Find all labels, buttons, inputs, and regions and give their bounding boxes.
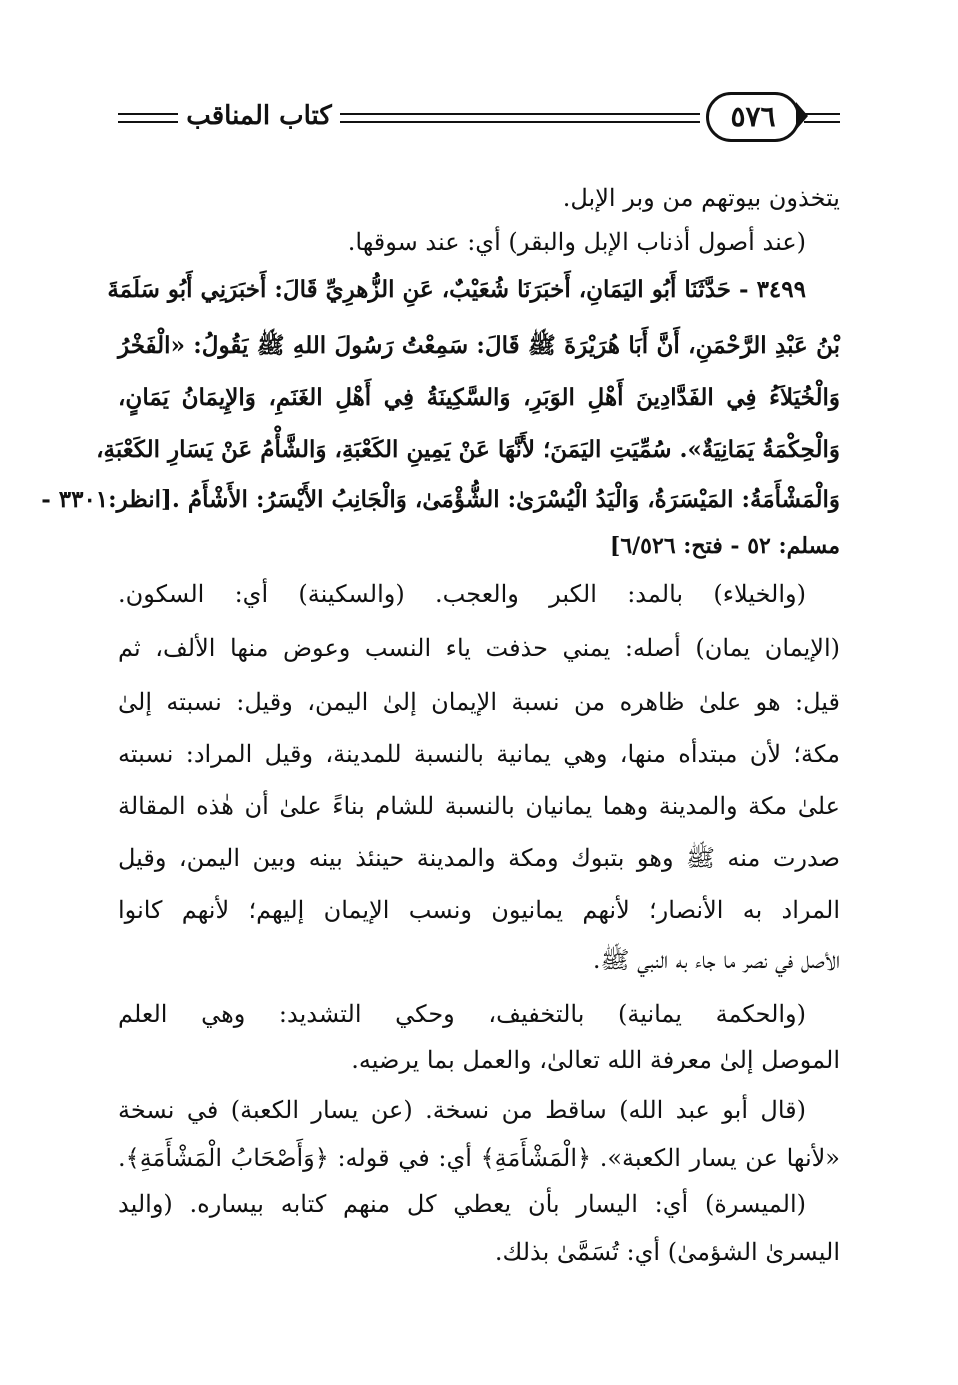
header-rule — [340, 121, 700, 123]
header-rule — [118, 121, 178, 123]
text-line: مكة؛ لأن مبتدأه منها، وهي يمانية بالنسبة للمدينة، وقيل المراد: نسبته — [118, 740, 840, 768]
page-number: ٥٧٦ — [706, 92, 800, 142]
text-line: (والخيلاء) بالمد: الكبر والعجب. (والسكينة) أي: السكون. — [118, 580, 806, 608]
text-line: قيل: هو علىٰ ظاهره من نسبة الإيمان إلىٰ اليمن، وقيل: نسبته إلىٰ — [118, 688, 840, 716]
text-line: «لأنها عن يسار الكعبة». ﴿الْمَشْأَمَةِ﴾ أي: في قوله: ﴿وَأَصْحَابُ الْمَشْأَمَةِ﴾. — [118, 1144, 840, 1172]
hadith-line: وَالْمَشْأَمَةُ: المَيْسَرَةُ، وَالْيَدُ الْيُسْرَىٰ: الشُّؤْمَىٰ، وَالْجَانِبُ الأَيْسَرُ: الأَشْأَمُ .[انظر:٣٣٠١ - — [41, 486, 840, 513]
header-rule — [340, 113, 700, 115]
header-rule — [804, 121, 840, 123]
text-line: اليسرىٰ الشؤمىٰ) أي: تُسَمَّىٰ بذلك. — [494, 1238, 840, 1266]
text-line: (والحكمة يمانية) بالتخفيف، وحكي التشديد: وهي العلم — [118, 1000, 806, 1028]
hadith-line: ٣٤٩٩ - حَدَّثَنَا أَبُو اليَمَانِ، أَخبَرَنَا شُعَيْبٌ، عَنِ الزُّهرِيِّ قَالَ: أَخبَرَنِي أَبُو سَلَمَةَ — [107, 276, 806, 303]
text-line: الموصل إلىٰ معرفة الله تعالىٰ، والعمل بما يرضيه. — [351, 1046, 840, 1074]
running-title: كتاب المناقب — [186, 101, 332, 131]
text-line: الأصل في نصر ما جاء به النبي ﷺ. — [592, 946, 840, 974]
hadith-line: وَالْخُيَلاَءُ فِي الفَدَّادِينَ أَهْلِ الوَبَرِ، وَالسَّكِينَةُ فِي أَهْلِ الغَنَمِ، وَالإِيمَانُ يَمَانٍ، — [118, 384, 840, 411]
header-rule — [804, 113, 840, 115]
text-line: (الإيمان يمان) أصله: يمني حذفت ياء النسب وعوض منها الألف، ثم — [118, 634, 840, 662]
page-number-arrow-icon — [796, 102, 808, 130]
text-line: المراد به الأنصار؛ لأنهم يمانيون ونسب الإيمان إليهم؛ لأنهم كانوا — [118, 896, 840, 924]
text-line: (قال أبو عبد الله) ساقط من نسخة. (عن يسار الكعبة) في نسخة — [118, 1096, 806, 1124]
header-rule — [118, 113, 178, 115]
hadith-line: وَالْحِكْمَةُ يَمَانِيَةٌ». سُمِّيَتِ اليَمَنَ؛ لأَنَّهَا عَنْ يَمِينِ الكَعْبَةِ، وَالشَّأْمُ عَنْ يَسَارِ الكَعْبَةِ، — [96, 436, 840, 463]
text-line: صدرت منه ﷺ وهو بتبوك ومكة والمدينة حينئذ بينه وبين اليمن، وقيل — [118, 844, 840, 872]
page-header — [118, 88, 840, 152]
text-line: يتخذون بيوتهم من وبر الإبل. — [562, 184, 840, 212]
text-line: (عند أصول أذناب الإبل والبقر) أي: عند سوقها. — [347, 228, 806, 256]
hadith-reference: مسلم: ٥٢ - فتح: ٦/٥٢٦] — [609, 533, 840, 559]
text-line: علىٰ مكة والمدينة وهما يمانيان بالنسبة للشام بناءً علىٰ أن هٰذه المقالة — [118, 792, 840, 820]
text-line: (الميسرة) أي: اليسار بأن يعطي كل منهم كتابه بيساره. (واليد — [118, 1190, 806, 1218]
hadith-line: بْنُ عَبْدِ الرَّحْمَنِ، أَنَّ أَبَا هُرَيْرَةَ ﷺ قَالَ: سَمِعْتُ رَسُولَ اللهِ ﷺ يَقُولُ: «الْفَخْرُ — [118, 332, 840, 359]
